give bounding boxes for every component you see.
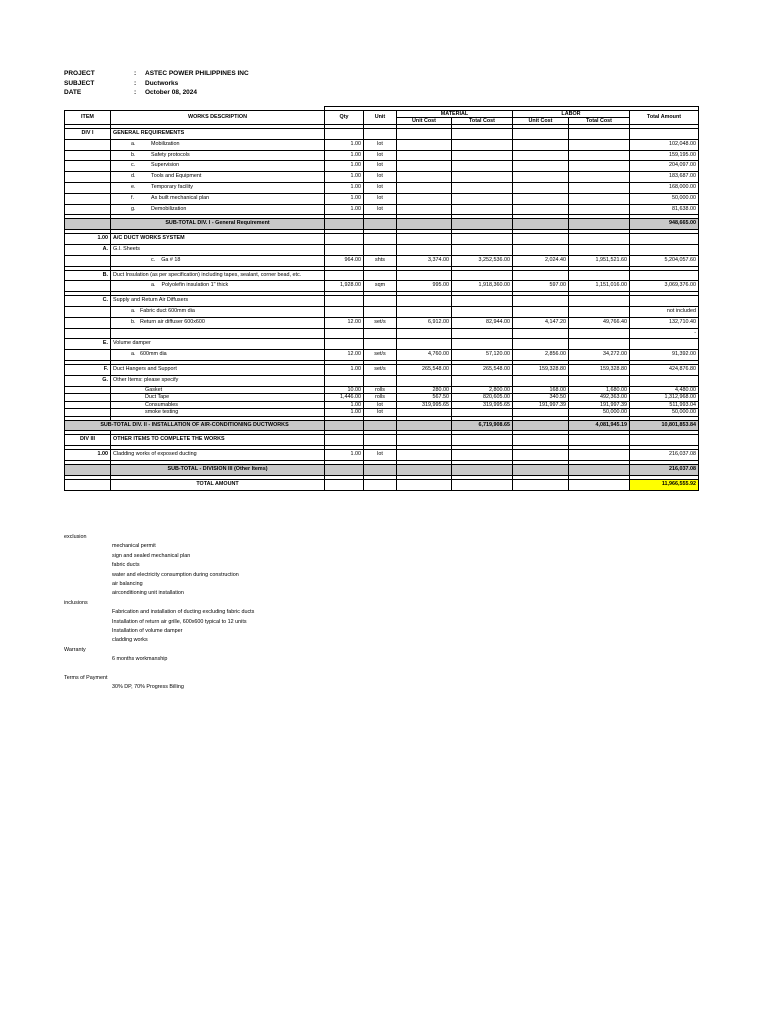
item-desc: Duct Tape: [111, 394, 325, 402]
qty: 1.00: [325, 450, 364, 461]
div2-C-row: [65, 296, 699, 307]
terms-item: 30% DP, 70% Progress Billing: [112, 684, 184, 691]
div2-E-a-row: [65, 350, 699, 361]
div3-subtotal-label: SUB-TOTAL - DIVISION III (Other Items): [111, 464, 325, 475]
unit: lot: [364, 401, 397, 409]
item-desc: Cladding works of exposed ducting: [111, 450, 325, 461]
material-unit-cost: 265,548.00: [397, 364, 452, 375]
item-desc: [111, 150, 325, 161]
col-item: ITEM: [65, 111, 111, 125]
table-row: [65, 409, 699, 417]
dash: -: [630, 328, 699, 339]
total-amount: 50,000.00: [630, 193, 699, 204]
total-amount: 1,312,968.00: [630, 394, 699, 402]
labor-total-cost: 492,363.00: [569, 394, 630, 402]
table-row: [65, 204, 699, 215]
project-value: ASTEC POWER PHILIPPINES INC: [145, 70, 249, 77]
div3-item-row: [65, 450, 699, 461]
unit: lot: [364, 139, 397, 150]
item-desc-text: As built mechanical plan: [151, 194, 210, 201]
colon: :: [134, 80, 137, 87]
labor-total-cost: 50,000.00: [569, 409, 630, 417]
item-letter: c.: [151, 256, 156, 263]
labor-total-cost: 1,951,521.60: [569, 255, 630, 266]
bill-of-quantities-table: [64, 106, 699, 491]
total-amount: 4,480.00: [630, 386, 699, 394]
item-desc-text: Fabric duct 600mm dia: [140, 307, 195, 314]
div1-subtotal-row: [65, 219, 699, 230]
div1-title: GENERAL REQUIREMENTS: [111, 129, 325, 140]
total-amount: 5,204,057.60: [630, 255, 699, 266]
div2-A-row: [65, 244, 699, 255]
labor-total-cost: 1,680.00: [569, 386, 630, 394]
labor-unit-cost: 168.00: [513, 386, 569, 394]
col-labor-total-cost: Total Cost: [569, 118, 630, 125]
item-desc: smoke testing: [111, 409, 325, 417]
warranty-item: 6 months workmanship: [112, 656, 168, 663]
unit: set/s: [364, 350, 397, 361]
div1-subtotal-value: 948,665.00: [630, 219, 699, 230]
exclusion-item: airconditioning unit installation: [112, 590, 184, 597]
material-total-cost: 57,120.00: [452, 350, 513, 361]
item-desc: [111, 182, 325, 193]
labor-unit-cost: 159,328.80: [513, 364, 569, 375]
item-title: Volume damper: [111, 339, 325, 350]
item-letter: g.: [131, 205, 136, 212]
item-desc: [111, 281, 325, 292]
item-letter: A.: [65, 244, 111, 255]
item-desc: Gasket: [111, 386, 325, 394]
material-total-cost: 265,548.00: [452, 364, 513, 375]
inclusions-list: [64, 608, 254, 646]
item-letter: a.: [131, 307, 136, 314]
item-desc-text: Demobilization: [151, 205, 187, 212]
exclusion-item: fabric ducts: [112, 562, 140, 569]
unit: lot: [364, 182, 397, 193]
col-material: MATERIAL: [397, 111, 513, 118]
div2-subtotal-row: [65, 420, 699, 431]
div2-A-c-row: [65, 255, 699, 266]
div1-rows: [65, 139, 699, 215]
material-total-cost: 82,944.00: [452, 317, 513, 328]
unit: lot: [364, 450, 397, 461]
item-desc: [111, 172, 325, 183]
div2-B-a-row: [65, 281, 699, 292]
item-desc-text: Safety protocols: [151, 151, 190, 158]
table-row: [65, 401, 699, 409]
table-row: [65, 386, 699, 394]
item-letter: a.: [131, 140, 136, 147]
qty: 1.00: [325, 193, 364, 204]
unit: lot: [364, 161, 397, 172]
subject-value: Ductworks: [145, 80, 179, 87]
exclusion-item: air balancing: [112, 581, 143, 588]
qty: 1.00: [325, 161, 364, 172]
labor-total-cost: 159,328.80: [569, 364, 630, 375]
unit: set/s: [364, 317, 397, 328]
qty: 1.00: [325, 172, 364, 183]
material-unit-cost: 995.00: [397, 281, 452, 292]
terms-heading: Terms of Payment: [64, 675, 108, 682]
total-amount: 102,048.00: [630, 139, 699, 150]
col-total-amount: Total Amount: [630, 111, 699, 125]
header-row-1: [65, 111, 699, 118]
col-qty: Qty: [325, 111, 364, 125]
item-desc: [111, 193, 325, 204]
exclusion-item: mechanical permit: [112, 543, 156, 550]
item-letter: e.: [131, 183, 136, 190]
div2-subtotal-label: SUB-TOTAL DIV. II - INSTALLATION OF AIR-CONDITIONING DUCTWORKS: [65, 420, 325, 431]
inclusion-item: Installation of return air grille, 600x600 typical to 12 units: [112, 618, 247, 625]
labor-unit-cost: 2,024.40: [513, 255, 569, 266]
project-key: PROJECT: [64, 70, 95, 77]
item-desc-text: Mobilization: [151, 140, 180, 147]
material-total-cost: 319,995.65: [452, 401, 513, 409]
total-label: TOTAL AMOUNT: [111, 479, 325, 490]
item-desc-text: Ga # 18: [161, 256, 181, 263]
div2-C-b-row: [65, 317, 699, 328]
exclusion-item: sign and sealed mechanical plan: [112, 552, 191, 559]
div2-G-row: [65, 375, 699, 386]
item-number: 1.00: [65, 450, 111, 461]
item-letter: f.: [131, 194, 134, 201]
item-letter: F.: [65, 364, 111, 375]
qty: 964.00: [325, 255, 364, 266]
qty: 1.00: [325, 204, 364, 215]
col-material-unit-cost: Unit Cost: [397, 118, 452, 125]
item-desc-text: Temporary facility: [151, 183, 193, 190]
material-total-cost: 3,252,536.00: [452, 255, 513, 266]
col-material-total-cost: Total Cost: [452, 118, 513, 125]
item-desc-text: Return air diffuser 600x600: [140, 318, 205, 325]
total-amount: 168,000.00: [630, 182, 699, 193]
total-amount: 511,993.04: [630, 401, 699, 409]
qty: 1.00: [325, 150, 364, 161]
material-unit-cost: 319,995.65: [397, 401, 452, 409]
total-amount: 91,392.00: [630, 350, 699, 361]
item-desc: [111, 317, 325, 328]
div2-number: 1.00: [65, 234, 111, 245]
table-row: [65, 182, 699, 193]
div3-title: OTHER ITEMS TO COMPLETE THE WORKS: [111, 435, 325, 446]
item-desc-text: 600mm dia: [140, 351, 167, 358]
div1-subtotal-label: SUB-TOTAL DIV. I - General Requirement: [111, 219, 325, 230]
warranty-heading: Warranty: [64, 646, 86, 653]
div2-E-row: [65, 339, 699, 350]
qty: 1,928.00: [325, 281, 364, 292]
col-labor-unit-cost: Unit Cost: [513, 118, 569, 125]
total-amount-value: 11,966,555.92: [630, 479, 699, 490]
material-unit-cost: 3,374.00: [397, 255, 452, 266]
div2-dash-row: [65, 328, 699, 339]
qty: 1,446.00: [325, 394, 364, 402]
inclusions-heading: inclusions: [64, 599, 88, 606]
div2-subtotal-labor: 4,081,945.19: [569, 420, 630, 431]
item-desc-text: Tools and Equipment: [151, 173, 202, 180]
material-total-cost: [452, 409, 513, 417]
qty: 1.00: [325, 364, 364, 375]
total-amount: 132,710.40: [630, 317, 699, 328]
div2-F-row: [65, 364, 699, 375]
qty: 12.00: [325, 350, 364, 361]
exclusion-item: water and electricity consumption during construction: [112, 571, 239, 578]
div2-subtotal-material: 6,719,908.65: [452, 420, 513, 431]
material-unit-cost: [397, 409, 452, 417]
div2-subtotal-value: 10,801,853.84: [630, 420, 699, 431]
div3-subtotal-value: 216,037.08: [630, 464, 699, 475]
unit: sqm: [364, 281, 397, 292]
date-value: October 08, 2024: [145, 89, 198, 96]
item-desc: [111, 350, 325, 361]
inclusion-item: cladding works: [112, 637, 148, 644]
item-letter: C.: [65, 296, 111, 307]
total-amount: 3,069,376.00: [630, 281, 699, 292]
notes-section: [64, 533, 254, 693]
item-letter: d.: [131, 173, 136, 180]
unit: shts: [364, 255, 397, 266]
table-row: [65, 161, 699, 172]
unit: rolls: [364, 394, 397, 402]
material-unit-cost: 6,912.00: [397, 317, 452, 328]
material-unit-cost: 567.50: [397, 394, 452, 402]
labor-total-cost: 191,997.39: [569, 401, 630, 409]
total-amount: 216,037.08: [630, 450, 699, 461]
material-unit-cost: 4,760.00: [397, 350, 452, 361]
qty: 10.00: [325, 386, 364, 394]
labor-total-cost: 1,151,016.00: [569, 281, 630, 292]
inclusion-item: Fabrication and installation of ducting excluding fabric ducts: [112, 609, 255, 616]
item-letter: b.: [131, 318, 136, 325]
div2-B-row: [65, 270, 699, 281]
div1-heading-row: [65, 129, 699, 140]
total-amount: 159,195.00: [630, 150, 699, 161]
qty: 1.00: [325, 182, 364, 193]
qty: 12.00: [325, 317, 364, 328]
total-amount: 50,000.00: [630, 409, 699, 417]
unit: lot: [364, 193, 397, 204]
item-letter: G.: [65, 375, 111, 386]
unit: lot: [364, 409, 397, 417]
total-amount: not included: [630, 306, 699, 317]
unit: lot: [364, 150, 397, 161]
item-letter: a.: [131, 351, 136, 358]
table-row: [65, 193, 699, 204]
item-desc: Consumables: [111, 401, 325, 409]
labor-unit-cost: 597.00: [513, 281, 569, 292]
item-title: Other Items: please specify: [111, 375, 325, 386]
material-total-cost: 820,605.00: [452, 394, 513, 402]
exclusion-list: [64, 542, 254, 598]
labor-total-cost: 34,272.00: [569, 350, 630, 361]
exclusion-heading: exclusion: [64, 534, 87, 540]
unit: set/s: [364, 364, 397, 375]
div3-subtotal-row: [65, 464, 699, 475]
item-title: Duct Hangers and Support: [111, 364, 325, 375]
qty: 1.00: [325, 409, 364, 417]
item-desc: [111, 255, 325, 266]
table-row: [65, 139, 699, 150]
item-desc-text: Supervision: [151, 162, 180, 169]
unit: lot: [364, 204, 397, 215]
div2-heading-row: [65, 234, 699, 245]
item-desc: [111, 306, 325, 317]
colon: :: [134, 70, 137, 77]
qty: 1.00: [325, 401, 364, 409]
table-row: [65, 172, 699, 183]
div3-code: DIV III: [65, 435, 111, 446]
colon: :: [134, 89, 137, 96]
labor-total-cost: 49,766.40: [569, 317, 630, 328]
div2-C-a-row: [65, 306, 699, 317]
item-desc-text: Polyolefin insulation 1" thick: [161, 282, 229, 289]
item-title: Duct Insulation (as per specification) including tapes, sealant, corner bead, etc.: [111, 270, 325, 281]
material-unit-cost: 280.00: [397, 386, 452, 394]
labor-unit-cost: 2,856.00: [513, 350, 569, 361]
div2-title: A/C DUCT WORKS SYSTEM: [111, 234, 325, 245]
total-amount: 81,638.00: [630, 204, 699, 215]
subject-key: SUBJECT: [64, 80, 95, 87]
total-amount: 204,097.00: [630, 161, 699, 172]
table-row: [65, 150, 699, 161]
item-letter: E.: [65, 339, 111, 350]
item-title: G.I. Sheets: [111, 244, 325, 255]
item-letter: c.: [131, 162, 136, 169]
labor-unit-cost: 340.50: [513, 394, 569, 402]
div3-heading-row: [65, 435, 699, 446]
material-total-cost: 1,918,360.00: [452, 281, 513, 292]
qty: 1.00: [325, 139, 364, 150]
item-letter: B.: [65, 270, 111, 281]
unit: rolls: [364, 386, 397, 394]
labor-unit-cost: 191,997.39: [513, 401, 569, 409]
item-letter: b.: [131, 151, 136, 158]
col-unit: Unit: [364, 111, 397, 125]
date-key: DATE: [64, 89, 82, 96]
table-row: [65, 394, 699, 402]
unit: lot: [364, 172, 397, 183]
col-works-description: WORKS DESCRIPTION: [111, 111, 325, 125]
div2-G-items: [65, 386, 699, 416]
total-row: [65, 479, 699, 490]
item-desc: [111, 161, 325, 172]
material-total-cost: 2,800.00: [452, 386, 513, 394]
labor-unit-cost: [513, 409, 569, 417]
col-labor: LABOR: [513, 111, 630, 118]
inclusion-item: Installation of volume damper: [112, 628, 183, 635]
labor-unit-cost: 4,147.20: [513, 317, 569, 328]
item-desc: [111, 204, 325, 215]
total-amount: 424,876.80: [630, 364, 699, 375]
total-amount: 183,687.00: [630, 172, 699, 183]
div1-code: DIV I: [65, 129, 111, 140]
item-desc: [111, 139, 325, 150]
item-letter: a.: [151, 282, 156, 289]
item-title: Supply and Return Air Diffusers: [111, 296, 325, 307]
